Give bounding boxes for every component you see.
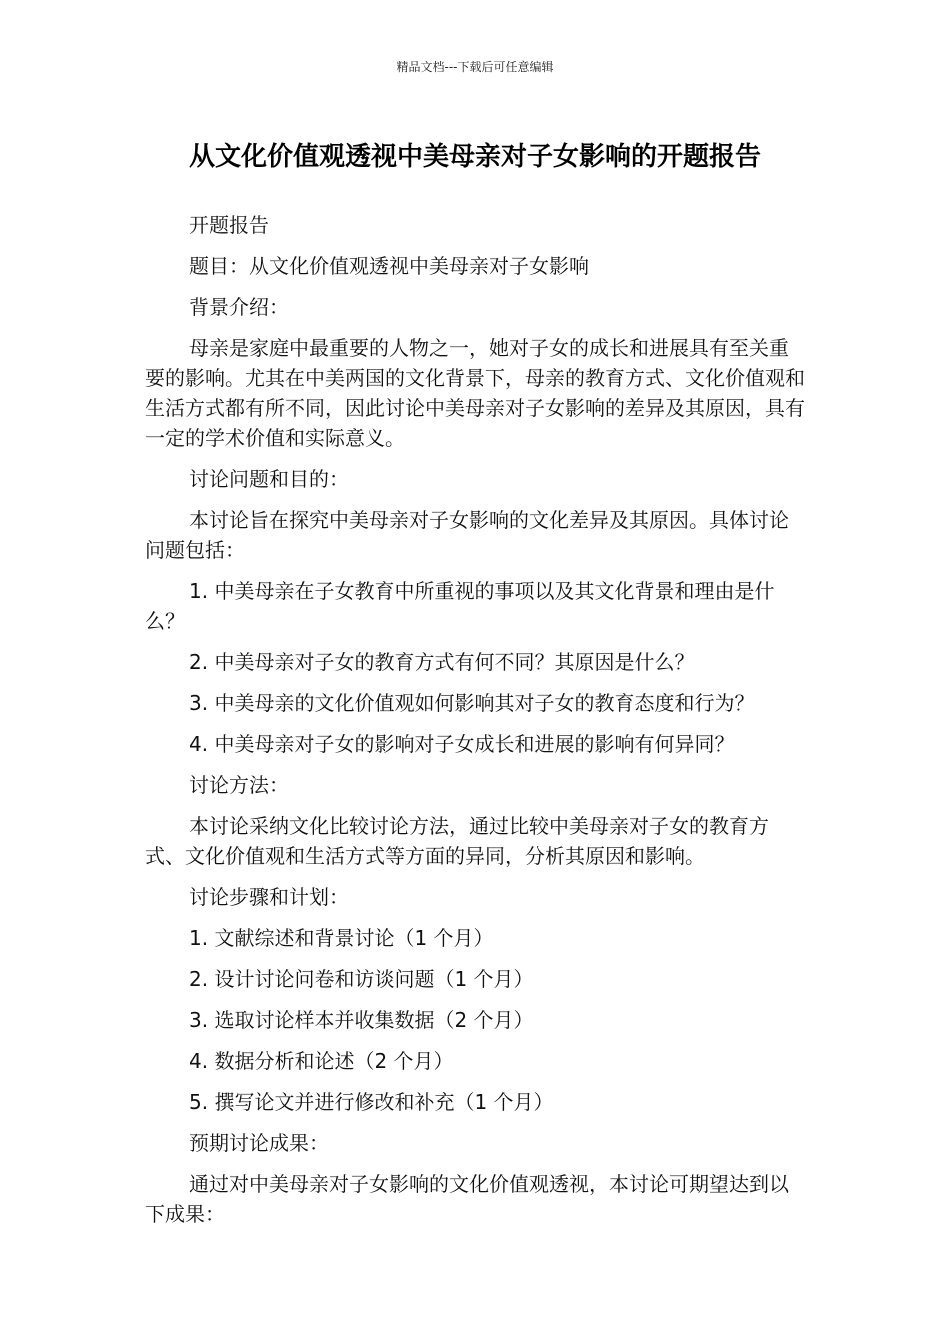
list-item: 2. 中美母亲对子女的教育方式有何不同？其原因是什么？ xyxy=(189,650,695,674)
list-item: 5. 撰写论文并进行修改和补充（1 个月） xyxy=(189,1090,554,1114)
paragraph: 预期讨论成果： xyxy=(189,1131,329,1155)
paragraph: 题目：从文化价值观透视中美母亲对子女影响 xyxy=(189,254,589,278)
list-item: 3. 选取讨论样本并收集数据（2 个月） xyxy=(189,1008,534,1032)
paragraph: 本讨论采纳文化比较讨论方法，通过比较中美母亲对子女的教育方式、文化价值观和生活方式等方面的异同，分析其原因和影响。 xyxy=(145,814,769,868)
paragraph: 开题报告 xyxy=(189,213,269,237)
list-item: 1. 中美母亲在子女教育中所重视的事项以及其文化背景和理由是什么？ xyxy=(145,579,775,633)
paragraph: 背景介绍： xyxy=(189,295,289,319)
paragraph: 母亲是家庭中最重要的人物之一，她对子女的成长和进展具有至关重要的影响。尤其在中美两国的文化背景下，母亲的教育方式、文化价值观和生活方式都有所不同，因此讨论中美母亲对子女影响的差异及其原因，具有一定的学术价值和实际意义。 xyxy=(145,336,805,450)
paragraph: 通过对中美母亲对子女影响的文化价值观透视，本讨论可期望达到以下成果： xyxy=(145,1172,789,1226)
document-title: 从文化价值观透视中美母亲对子女影响的开题报告 xyxy=(188,142,761,172)
paragraph: 讨论问题和目的： xyxy=(189,467,349,491)
list-item: 4. 中美母亲对子女的影响对子女成长和进展的影响有何异同？ xyxy=(189,732,735,756)
paragraph: 本讨论旨在探究中美母亲对子女影响的文化差异及其原因。具体讨论问题包括： xyxy=(145,508,789,562)
paragraph: 讨论方法： xyxy=(189,773,289,797)
list-item: 4. 数据分析和论述（2 个月） xyxy=(189,1049,454,1073)
list-item: 1. 文献综述和背景讨论（1 个月） xyxy=(189,926,494,950)
list-item: 2. 设计讨论问卷和访谈问题（1 个月） xyxy=(189,967,534,991)
document-body xyxy=(145,210,805,1240)
paragraph: 讨论步骤和计划： xyxy=(189,885,349,909)
page-header: 精品文档---下载后可任意编辑 xyxy=(396,60,554,74)
list-item: 3. 中美母亲的文化价值观如何影响其对子女的教育态度和行为？ xyxy=(189,691,755,715)
